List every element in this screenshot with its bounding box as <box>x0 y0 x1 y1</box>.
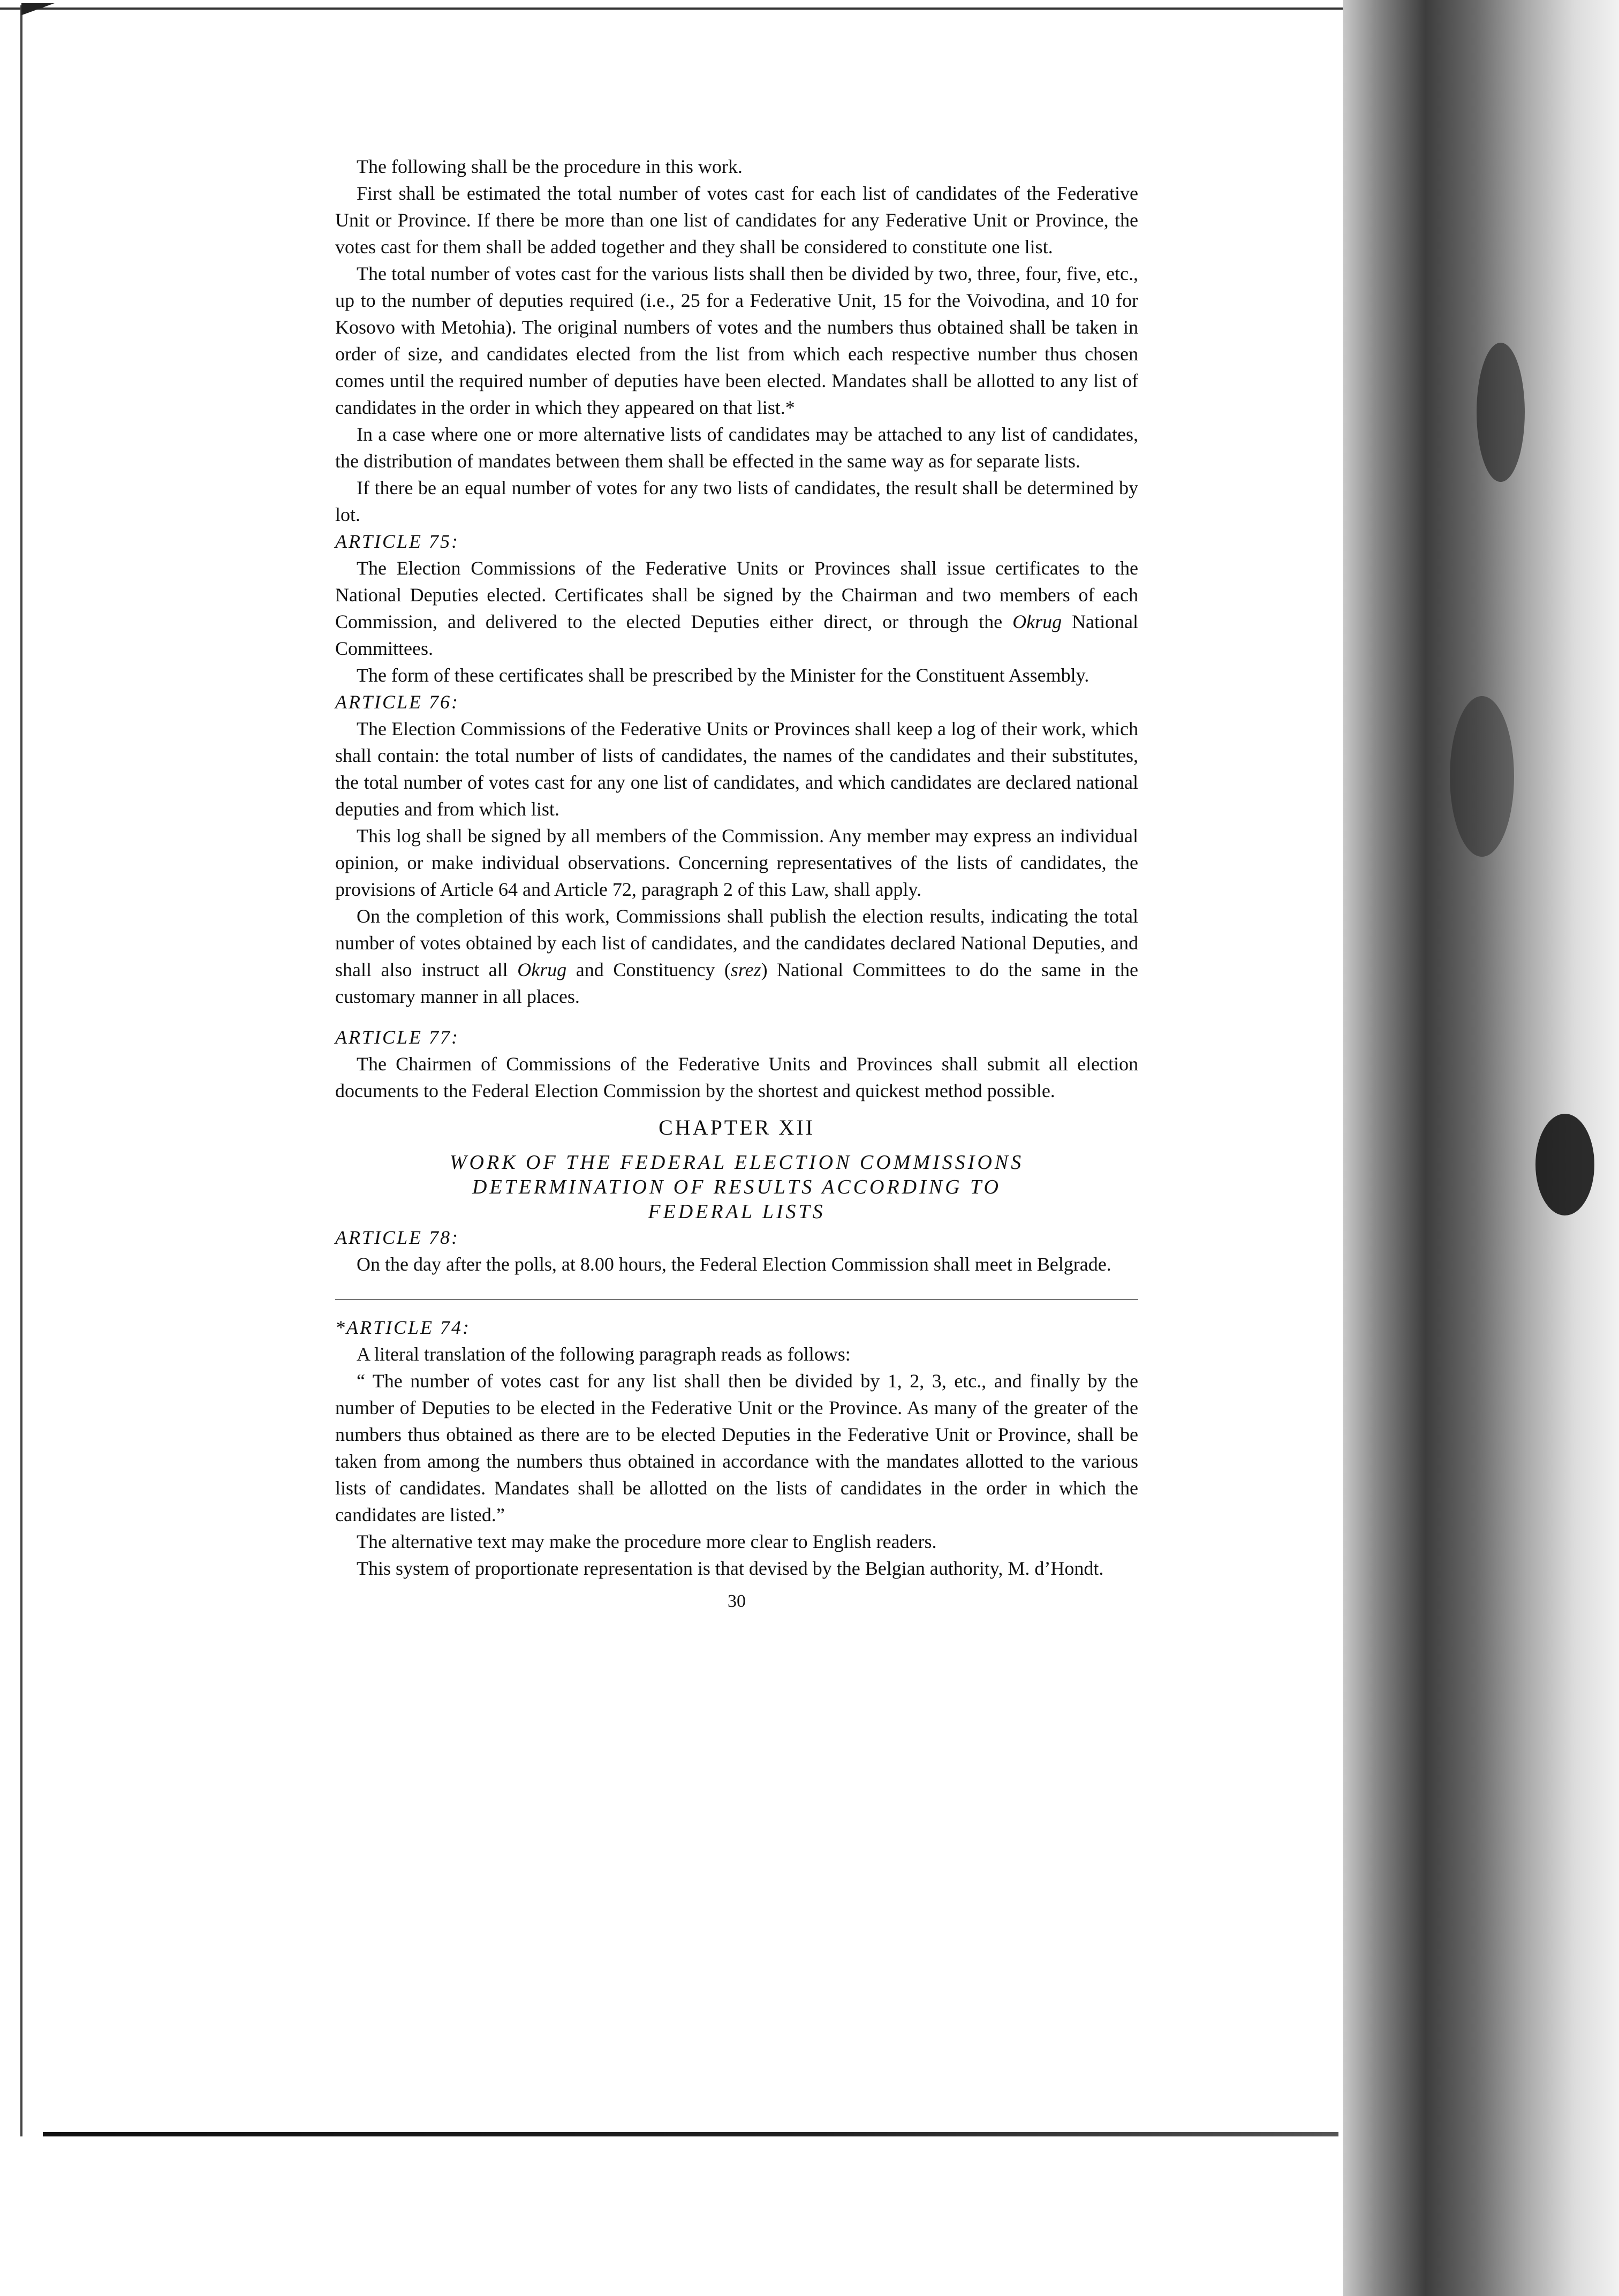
italic-term: srez <box>730 959 761 980</box>
chapter-title: CHAPTER XII <box>659 1115 815 1139</box>
article-78-heading: ARTICLE 78: <box>335 1227 460 1248</box>
text-run: The Election Commissions of the Federative Units or Provinces shall issue certificates to the National Deputies elected. Certificates shall be signed by the Chairman and two members of each Commission, and delivered to the elected Deputies either direct, or through the <box>335 557 1138 632</box>
chapter-subtitle-line: DETERMINATION OF RESULTS ACCORDING TO <box>472 1176 1001 1198</box>
page-content <box>335 153 1138 1615</box>
article-77-paragraph-1: The Chairmen of Commissions of the Federative Units and Provinces shall submit all election documents to the Federal Election Commission by the shortest and quickest method possible. <box>335 1053 1138 1101</box>
intro-paragraph: The following shall be the procedure in this work. <box>357 156 743 177</box>
article-76-heading: ARTICLE 76: <box>335 691 460 713</box>
page-number: 30 <box>728 1591 746 1611</box>
article-78-paragraph-1: On the day after the polls, at 8.00 hours, the Federal Election Commission shall meet in Belgrade. <box>357 1253 1111 1275</box>
corner-fold-mark <box>21 3 86 19</box>
footnote-divider <box>335 1299 1138 1300</box>
section-spacer <box>335 1010 1138 1024</box>
page-left-edge <box>20 5 22 2136</box>
footnote-heading: *ARTICLE 74: <box>335 1317 471 1338</box>
scan-spot <box>1535 1114 1594 1215</box>
footnote-paragraph: This system of proportionate representation is that devised by the Belgian authority, M. d’Hondt. <box>357 1558 1104 1579</box>
text-run: On the completion of this work, Commissions shall publish the election results, indicating the total number of votes obtained by each list of candidates, and the candidates declared National Deputies, and shall also instruct all <box>335 905 1138 980</box>
intro-paragraph: In a case where one or more alternative lists of candidates may be attached to any list of candidates, the distribution of mandates between them shall be effected in the same way as for separate lists. <box>335 424 1138 472</box>
text-run: ) National Committees to do the same in the customary manner in all places. <box>335 959 1139 1007</box>
text-run: National Committees. <box>335 611 1139 659</box>
italic-term: Okrug <box>517 959 567 980</box>
page-top-edge <box>0 7 1343 10</box>
scan-spot <box>1477 343 1525 482</box>
scan-shadow-edge <box>1343 0 1619 2296</box>
article-76-paragraph-1: The Election Commissions of the Federative Units or Provinces shall keep a log of their work, which shall contain: the total number of lists of candidates, the names of the candidates and their substitutes, the total number of votes cast for any one list of candidates, and which candidates are declared national deputies and from which list. <box>335 718 1138 820</box>
intro-paragraph: If there be an equal number of votes for any two lists of candidates, the result shall be determined by lot. <box>335 477 1138 525</box>
scan-spot <box>1450 696 1514 857</box>
article-76-paragraph-3 <box>335 903 1138 1010</box>
footnote-paragraph: The alternative text may make the procedure more clear to English readers. <box>357 1531 937 1552</box>
intro-paragraph: The total number of votes cast for the various lists shall then be divided by two, three, four, five, etc., up to the number of deputies required (i.e., 25 for a Federative Unit, 15 for the Voivodina, and 10 for Kosovo with Metohia). The original numbers of votes and the numbers thus obtained shall be taken in order of size, and candidates elected from the list from which each respective number thus chosen comes until the required number of deputies have been elected. Mandates shall be allotted to any list of candidates in the order in which they appeared on that list.* <box>335 263 1138 418</box>
intro-paragraph: First shall be estimated the total number of votes cast for each list of candidates of the Federative Unit or Province. If there be more than one list of candidates for any Federative Unit or Province, the votes cast for them shall be added together and they shall be considered to constitute one list. <box>335 183 1138 258</box>
article-76-paragraph-2: This log shall be signed by all members of the Commission. Any member may express an individual opinion, or make individual observations. Concerning representatives of the lists of candidates, the provisions of Article 64 and Article 72, paragraph 2 of this Law, shall apply. <box>335 825 1138 900</box>
article-75-heading: ARTICLE 75: <box>335 531 460 552</box>
italic-term: Okrug <box>1012 611 1062 632</box>
article-77-heading: ARTICLE 77: <box>335 1026 460 1048</box>
article-75-paragraph-2: The form of these certificates shall be prescribed by the Minister for the Constituent Assembly. <box>357 664 1090 686</box>
text-run: and Constituency ( <box>566 959 731 980</box>
chapter-subtitle <box>378 1150 1095 1224</box>
article-75-paragraph-1 <box>335 555 1138 662</box>
chapter-subtitle-line: WORK OF THE FEDERAL ELECTION COMMISSIONS <box>449 1151 1024 1174</box>
chapter-subtitle-line: FEDERAL LISTS <box>648 1200 826 1223</box>
page-bottom-edge <box>43 2132 1338 2136</box>
footnote-paragraph: A literal translation of the following paragraph reads as follows: <box>357 1343 851 1365</box>
footnote-paragraph: “ The number of votes cast for any list shall then be divided by 1, 2, 3, etc., and finally by the number of Deputies to be elected in the Federative Unit or the Province. As many of the greater of the numbers thus obtained as there are to be elected Deputies in the Federative Unit or Province, shall be taken from among the numbers thus obtained in accordance with the mandates allotted to the various lists of candidates. Mandates shall be allotted on the lists of candidates in the order in which the candidates are listed.” <box>335 1370 1138 1525</box>
